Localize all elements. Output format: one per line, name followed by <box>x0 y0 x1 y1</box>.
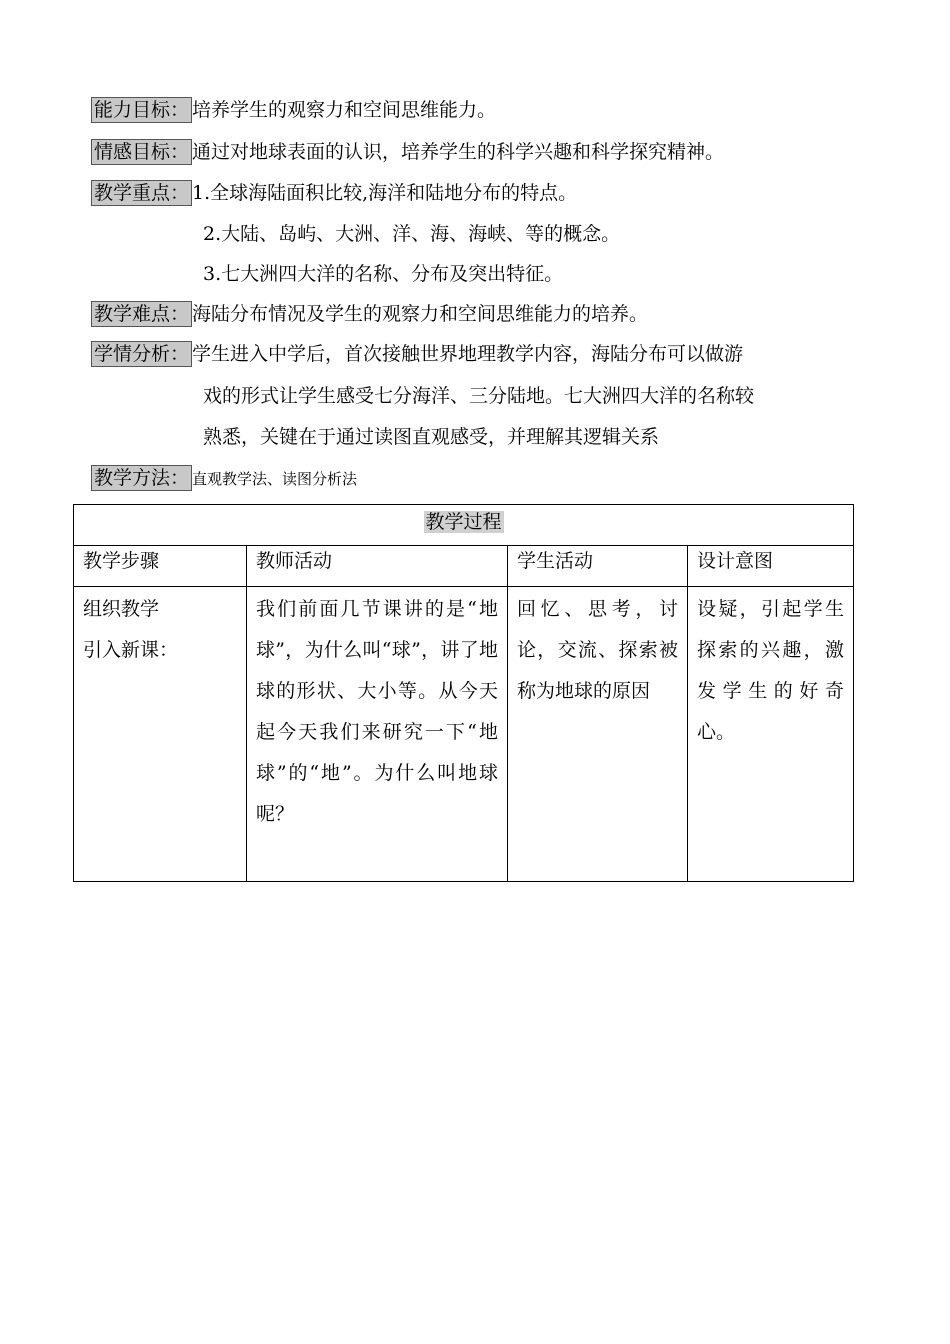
analysis-label: 学情分析： <box>91 341 192 367</box>
emotion-objective-label: 情感目标： <box>91 139 192 165</box>
method-text: 直观教学法、读图分析法 <box>192 470 358 488</box>
key-points <box>91 173 577 213</box>
table-title: 教学过程 <box>425 511 502 533</box>
teaching-difficulty <box>91 294 648 334</box>
header-student: 学生活动 <box>508 546 688 587</box>
difficulty-text: 海陆分布情况及学生的观察力和空间思维能力的培养。 <box>192 303 649 325</box>
key-point-item: 2.大陆、岛屿、大洲、洋、海、海峡、等的概念。 <box>203 223 621 245</box>
difficulty-label: 教学难点： <box>91 301 192 327</box>
key-point-item: 1.全球海陆面积比较,海洋和陆地分布的特点。 <box>192 182 578 204</box>
ability-objective-label: 能力目标： <box>91 97 192 123</box>
table-header-row <box>74 546 854 587</box>
method-label: 教学方法： <box>91 465 192 491</box>
header-intent: 设计意图 <box>688 546 854 587</box>
header-step: 教学步骤 <box>74 546 247 587</box>
table-row <box>74 587 854 882</box>
analysis-line: 学生进入中学后，首次接触世界地理教学内容，海陆分布可以做游 <box>192 343 744 365</box>
emotion-objective-text: 通过对地球表面的认识，培养学生的科学兴趣和科学探究精神。 <box>192 141 725 163</box>
teaching-method <box>91 458 357 499</box>
ability-objective <box>91 90 496 130</box>
table-title-cell <box>74 505 854 546</box>
analysis-line: 戏的形式让学生感受七分海洋、三分陆地。七大洲四大洋的名称较 <box>203 385 755 407</box>
step-line: 引入新课： <box>83 639 179 661</box>
emotion-objective <box>91 132 724 172</box>
teacher-activity: 我们前面几节课讲的是“地球”，为什么叫“球”，讲了地球的形状、大小等。从今天起今天我们来研究一下“地球”的“地”。为什么叫地球呢？ <box>247 587 508 882</box>
student-activity: 回忆、思考，讨论，交流、探索被称为地球的原因 <box>508 587 688 882</box>
key-points-label: 教学重点： <box>91 180 192 206</box>
design-intent: 设疑，引起学生探索的兴趣，激发学生的好奇心。 <box>688 587 854 882</box>
step-cell <box>74 587 247 882</box>
analysis-line: 熟悉，关键在于通过读图直观感受，并理解其逻辑关系 <box>203 426 660 448</box>
header-teacher: 教师活动 <box>247 546 508 587</box>
key-point-item: 3.七大洲四大洋的名称、分布及突出特征。 <box>203 263 564 285</box>
learner-analysis <box>91 334 743 374</box>
teaching-process-table <box>73 504 854 882</box>
step-line: 组织教学 <box>83 598 160 620</box>
ability-objective-text: 培养学生的观察力和空间思维能力。 <box>192 99 497 121</box>
